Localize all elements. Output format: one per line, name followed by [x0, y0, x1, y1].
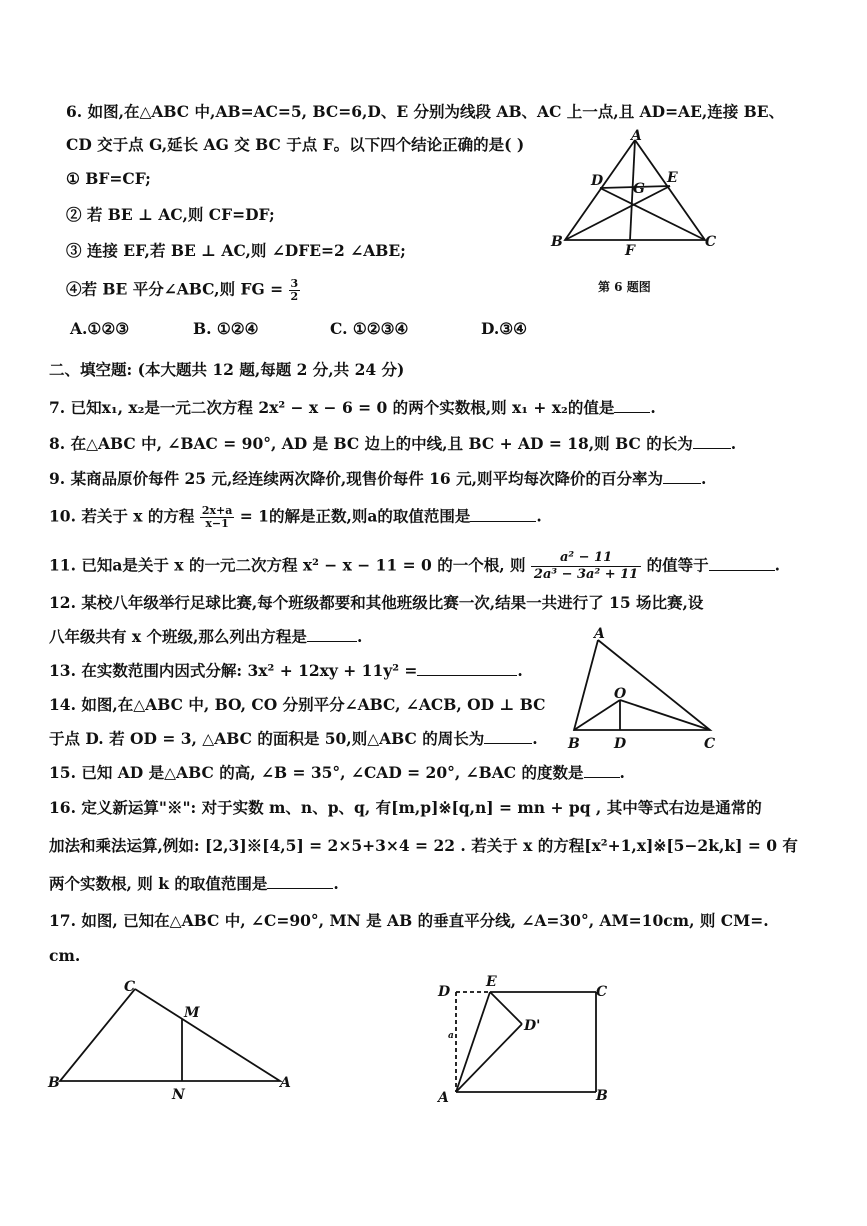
- q6-statement-3: ③ 连接 EF,若 BE ⊥ AC,则 ∠DFE=2 ∠ABE;: [66, 241, 406, 260]
- q15-end: .: [619, 763, 625, 782]
- q12-text: 八年级共有 x 个班级,那么列出方程是: [49, 627, 307, 646]
- q6-s4-text: ④若 BE 平分∠ABC,则 FG =: [66, 279, 284, 299]
- q10-text-2: = 1的解是正数,则a的取值范围是: [239, 506, 471, 526]
- fig14-label-o: O: [614, 686, 627, 702]
- fig6-label-e: E: [667, 170, 678, 186]
- q9-answer-blank: [663, 468, 701, 484]
- fig18-label-e: E: [486, 974, 497, 990]
- figure-6: [545, 128, 720, 268]
- section-2-heading: 二、填空题: (本大题共 12 题,每题 2 分,共 24 分): [49, 360, 405, 379]
- q13: [49, 660, 523, 682]
- q10: [49, 505, 542, 530]
- q13-end: .: [517, 661, 523, 680]
- q6-statement-2: ② 若 BE ⊥ AC,则 CF=DF;: [66, 205, 275, 224]
- q7-answer-blank: [614, 397, 650, 413]
- q16-text: 两个实数根, 则 k 的取值范围是: [49, 874, 268, 893]
- q10-fraction: $\frac{2x+a}{x-1}$: [201, 504, 233, 530]
- figure-14: [560, 624, 730, 754]
- q13-answer-blank: [417, 660, 517, 676]
- fig18-label-b: B: [596, 1088, 608, 1104]
- q16-line1: 16. 定义新运算"※": 对于实数 m、n、p、q, 有[m,p]※[q,n] = mn + pq , 其中等式右边是通常的: [49, 798, 762, 817]
- q6-statement-1: ① BF=CF;: [66, 169, 151, 188]
- q8-end: .: [730, 434, 737, 453]
- fig6-label-b: B: [551, 234, 563, 250]
- q6-line2: CD 交于点 G,延长 AG 交 BC 于点 F。以下四个结论正确的是( ): [66, 135, 525, 154]
- q9-end: .: [701, 469, 707, 488]
- fig14-label-a: A: [594, 626, 605, 642]
- q10-answer-blank: [470, 506, 536, 522]
- q7-text: 7. 已知x₁, x₂是一元二次方程 2x² − x − 6 = 0 的两个实数根,则 x₁ + x₂的值是: [49, 398, 615, 417]
- q11-text-2: 的值等于: [646, 555, 709, 575]
- q14-text: 于点 D. 若 OD = 3, △ABC 的面积是 50,则△ABC 的周长为: [49, 729, 485, 748]
- q6-option-b: B. ①②④: [193, 319, 259, 338]
- q8: [49, 433, 736, 455]
- q11-answer-blank: [709, 555, 775, 571]
- q6-option-d: D.③④: [481, 319, 528, 338]
- q6-option-a: A.①②③: [70, 319, 130, 338]
- q17-line2: cm.: [49, 946, 81, 965]
- q6-s4-fraction: $\frac{3}{2}$: [290, 277, 299, 303]
- q6-line1: 6. 如图,在△ABC 中,AB=AC=5, BC=6,D、E 分别为线段 AB、AC 上一点,且 AD=AE,连接 BE、: [66, 102, 785, 121]
- fig14-label-d: D: [614, 736, 627, 752]
- fig14-label-b: B: [568, 736, 580, 752]
- fig18-label-a: A: [438, 1090, 449, 1106]
- q6-statement-4: [66, 278, 300, 303]
- figure-18: [430, 968, 620, 1110]
- q10-text: 10. 若关于 x 的方程: [49, 506, 195, 526]
- q9: [49, 468, 706, 490]
- fig18-label-small-a: a: [448, 1031, 454, 1041]
- fig18-label-c: C: [596, 984, 608, 1000]
- fig6-label-g: G: [633, 181, 645, 197]
- q17-line1: 17. 如图, 已知在△ABC 中, ∠C=90°, MN 是 AB 的垂直平分线, ∠A=30°, AM=10cm, 则 CM=.: [49, 911, 769, 930]
- fig6-label-f: F: [625, 243, 635, 259]
- q6-option-c: C. ①②③④: [330, 319, 409, 338]
- fig14-label-c: C: [704, 736, 716, 752]
- q15-answer-blank: [584, 762, 620, 778]
- q7-end: .: [650, 398, 656, 417]
- fig17-label-b: B: [48, 1075, 60, 1091]
- q8-text: 8. 在△ABC 中, ∠BAC = 90°, AD 是 BC 边上的中线,且 BC + AD = 18,则 BC 的长为: [49, 434, 693, 453]
- q11-end: .: [774, 555, 781, 575]
- q12-end: .: [356, 627, 363, 646]
- fig17-label-n: N: [172, 1087, 185, 1103]
- fig17-label-a: A: [280, 1075, 291, 1091]
- fig6-label-a: A: [631, 128, 642, 144]
- fig6-label-d: D: [591, 173, 604, 189]
- fig18-label-d-prime: D': [524, 1018, 541, 1034]
- q16-line2: 加法和乘法运算,例如: [2,3]※[4,5] = 2×5+3×4 = 22 . 若关于 x 的方程[x²+1,x]※[5−2k,k] = 0 有: [49, 836, 798, 855]
- q16-line3: [49, 873, 339, 895]
- fig6-label-c: C: [705, 234, 717, 250]
- fig18-label-d: D: [438, 984, 451, 1000]
- q14-line2: [49, 728, 538, 750]
- q12-line2: [49, 626, 362, 648]
- q13-text: 13. 在实数范围内因式分解: 3x² + 12xy + 11y² =: [49, 661, 418, 680]
- q15-text: 15. 已知 AD 是△ABC 的高, ∠B = 35°, ∠CAD = 20°, ∠BAC 的度数是: [49, 763, 584, 782]
- q16-answer-blank: [267, 873, 333, 889]
- q7: [49, 397, 656, 419]
- q11: [49, 550, 780, 583]
- q10-end: .: [536, 506, 542, 526]
- q11-text: 11. 已知a是关于 x 的一元二次方程 x² − x − 11 = 0 的一个根, 则: [49, 555, 526, 575]
- q14-answer-blank: [484, 728, 532, 744]
- q15: [49, 762, 625, 784]
- figure-17: [40, 975, 300, 1105]
- fig6-caption: 第 6 题图: [598, 280, 651, 294]
- q9-text: 9. 某商品原价每件 25 元,经连续两次降价,现售价每件 16 元,则平均每次降价的百分率为: [49, 469, 663, 488]
- q11-fraction: $\frac{\text{a² − 11}}{\text{2a³ − 3a² + 11}}$: [531, 550, 641, 583]
- q12-answer-blank: [307, 626, 357, 642]
- fig17-label-m: M: [184, 1005, 200, 1021]
- q14-line1: 14. 如图,在△ABC 中, BO, CO 分别平分∠ABC, ∠ACB, OD ⊥ BC: [49, 695, 546, 714]
- q12-line1: 12. 某校八年级举行足球比赛,每个班级都要和其他班级比赛一次,结果一共进行了 15 场比赛,设: [49, 593, 704, 612]
- q8-answer-blank: [693, 433, 731, 449]
- q14-end: .: [532, 729, 538, 748]
- fig17-label-c: C: [124, 979, 136, 995]
- q16-end: .: [333, 874, 339, 893]
